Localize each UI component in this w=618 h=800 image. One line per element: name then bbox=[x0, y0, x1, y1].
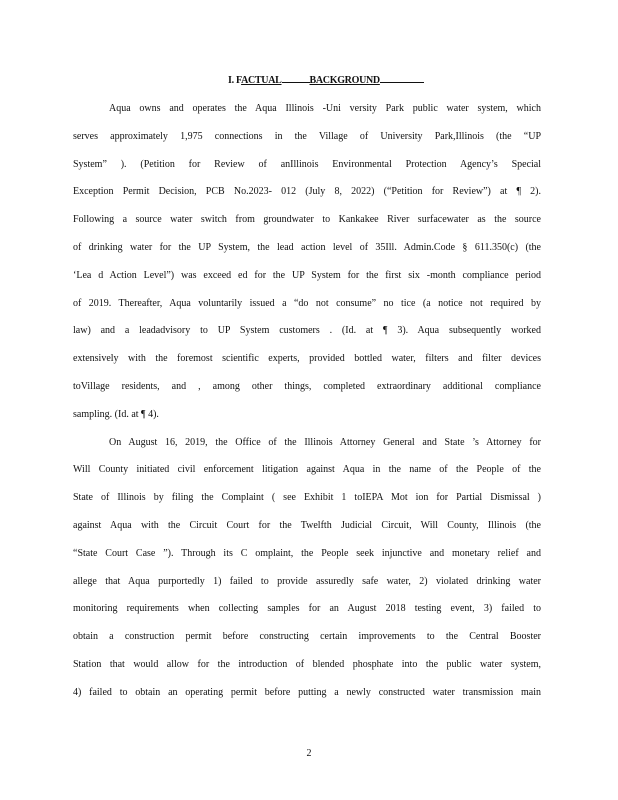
text-line: serves approximately 1,975 connections in the Village of University Park,Illinois (the “UP bbox=[73, 130, 541, 142]
heading-underline-gap bbox=[282, 73, 310, 83]
text-line: law) and a leadadvisory to UP System customers . (Id. at ¶ 3). Aqua subsequently worked bbox=[73, 325, 541, 337]
text-line: obtain a construction permit before constructing certain improvements to the Central Booster bbox=[73, 631, 541, 643]
section-heading bbox=[228, 73, 424, 86]
text-line: Station that would allow for the introduction of blended phosphate into the public water system, bbox=[73, 658, 541, 670]
heading-underline-tail bbox=[380, 73, 424, 83]
text-line: toVillage residents, and , among other things, completed extraordinary additional compliance bbox=[73, 380, 541, 392]
heading-part-2: ACTUAL bbox=[241, 75, 282, 86]
body-text bbox=[73, 95, 541, 707]
text-line: 4) failed to obtain an operating permit before putting a newly constructed water transmission main bbox=[73, 686, 541, 698]
text-line: Exception Permit Decision, PCB No.2023- 012 (July 8, 2022) (“Petition for Review”) at ¶ 2). bbox=[73, 186, 541, 198]
text-line: monitoring requirements when collecting samples for an August 2018 testing event, 3) failed to bbox=[73, 603, 541, 615]
text-line: State of Illinois by filing the Complaint ( see Exhibit 1 toIEPA Mot ion for Partial Dismissal ) bbox=[73, 492, 541, 504]
text-line: of drinking water for the UP System, the lead action level of 35Ill. Admin.Code § 611.350(c) (the bbox=[73, 241, 541, 253]
text-line: extensively with the foremost scientific experts, provided bottled water, filters and filter devices bbox=[73, 353, 541, 365]
text-line: allege that Aqua purportedly 1) failed to provide assuredly safe water, 2) violated drinking water bbox=[73, 575, 541, 587]
text-line: On August 16, 2019, the Office of the Illinois Attorney General and State ’s Attorney for bbox=[109, 436, 541, 448]
heading-part-3: BACKGROUND bbox=[309, 75, 380, 86]
text-line: Following a source water switch from groundwater to Kankakee River surfacewater as the source bbox=[73, 214, 541, 226]
text-line: of 2019. Thereafter, Aqua voluntarily issued a “do not consume” no tice (a notice not required by bbox=[73, 297, 541, 309]
text-line: ‘Lea d Action Level”) was exceed ed for the UP System for the first six -month compliance period bbox=[73, 269, 541, 281]
text-line: against Aqua with the Circuit Court for the Twelfth Judicial Circuit, Will County, Illinois (the bbox=[73, 519, 541, 531]
page-number: 2 bbox=[306, 748, 312, 759]
text-line: Will County initiated civil enforcement litigation against Aqua in the name of the People of the bbox=[73, 464, 541, 476]
text-line: sampling. (Id. at ¶ 4). bbox=[73, 408, 159, 420]
text-line: System” ). (Petition for Review of anIllinois Environmental Protection Agency’s Special bbox=[73, 158, 541, 170]
heading-part-1: I. F bbox=[228, 75, 242, 86]
text-line: Aqua owns and operates the Aqua Illinois -Uni versity Park public water system, which bbox=[109, 103, 541, 114]
text-line: “State Court Case ”). Through its C omplaint, the People seek injunctive and monetary relief and bbox=[73, 547, 541, 559]
